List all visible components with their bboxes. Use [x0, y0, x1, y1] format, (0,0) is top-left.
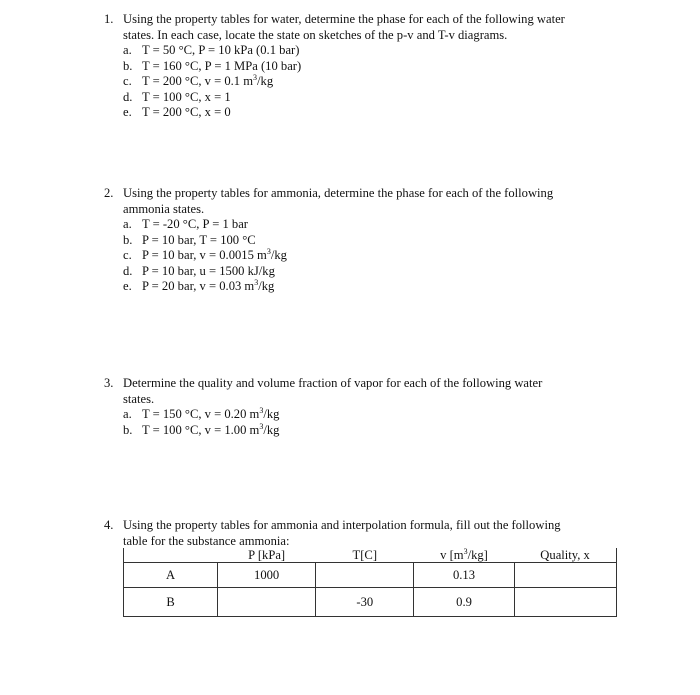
- question-text-line: ammonia states.: [123, 201, 205, 216]
- question-3-header: [104, 376, 624, 407]
- question-4-header: [104, 518, 624, 549]
- question-text-line: states.: [123, 391, 155, 406]
- list-item: [123, 407, 624, 423]
- item-text: T = 100 °C, v = 1.00 m: [142, 422, 260, 437]
- item-text-post: /kg: [257, 74, 274, 88]
- item-sup: 3: [259, 406, 264, 415]
- table-cell-label: B: [124, 588, 218, 617]
- item-text: P = 10 bar, u = 1500 kJ/kg: [142, 263, 275, 278]
- item-label: e.: [123, 279, 132, 293]
- item-label: a.: [123, 217, 132, 231]
- table-header-cell: Quality, x: [514, 548, 616, 563]
- table-header-cell: [414, 548, 514, 563]
- item-label: d.: [123, 89, 133, 104]
- question-2-header: [104, 186, 624, 217]
- question-text-line: states. In each case, locate the state on sketches of the p-v and T-v diagrams.: [123, 27, 508, 42]
- question-number: 4.: [104, 518, 114, 532]
- item-text-post: /kg: [263, 422, 280, 437]
- header-text: v [m: [440, 547, 464, 562]
- item-sup: 3: [266, 247, 271, 256]
- item-label: c.: [123, 74, 132, 88]
- item-label: d.: [123, 263, 133, 278]
- table-row: [124, 588, 617, 617]
- item-text: P = 20 bar, v = 0.03 m: [142, 279, 255, 293]
- property-table: [123, 548, 617, 617]
- header-sup: 3: [463, 546, 468, 556]
- item-text: P = 10 bar, T = 100 °C: [142, 232, 256, 247]
- item-label: a.: [123, 407, 132, 421]
- list-item: [123, 43, 624, 59]
- list-item: [123, 74, 624, 90]
- table-cell-x: [514, 563, 616, 588]
- item-sup: 3: [253, 73, 258, 82]
- table-cell-v: 0.13: [414, 563, 514, 588]
- table-cell-t: -30: [316, 588, 414, 617]
- item-text: P = 10 bar, v = 0.0015 m: [142, 248, 267, 262]
- item-sup: 3: [259, 421, 264, 431]
- question-number: 1.: [104, 12, 114, 26]
- question-text-line: Using the property tables for water, determine the phase for each of the following water: [123, 12, 565, 26]
- question-4: [104, 518, 624, 549]
- list-item: [123, 423, 624, 439]
- table-cell-label: A: [124, 563, 218, 588]
- table-cell-p: 1000: [218, 563, 316, 588]
- question-1-header: [104, 12, 624, 43]
- item-sup: 3: [254, 278, 259, 287]
- table-cell-p: [218, 588, 316, 617]
- question-1: [104, 12, 624, 121]
- question-text-line: Using the property tables for ammonia and interpolation formula, fill out the following: [123, 518, 561, 532]
- item-label: b.: [123, 422, 133, 437]
- list-item: [123, 105, 624, 121]
- item-text: T = 200 °C, v = 0.1 m: [142, 74, 254, 88]
- item-text: T = 200 °C, x = 0: [142, 105, 231, 119]
- list-item: [123, 90, 624, 106]
- question-3: [104, 376, 624, 438]
- item-text: T = 50 °C, P = 10 kPa (0.1 bar): [142, 43, 300, 57]
- list-item: [123, 217, 624, 233]
- question-number: 2.: [104, 186, 114, 200]
- question-number: 3.: [104, 376, 114, 390]
- question-1-items: [123, 43, 624, 121]
- item-text-post: /kg: [270, 248, 287, 262]
- question-2: [104, 186, 624, 295]
- item-label: b.: [123, 58, 133, 73]
- item-text-post: /kg: [258, 279, 275, 293]
- question-text-line: table for the substance ammonia:: [123, 533, 290, 548]
- list-item: [123, 248, 624, 264]
- question-2-items: [123, 217, 624, 295]
- item-label: c.: [123, 248, 132, 262]
- item-text: T = -20 °C, P = 1 bar: [142, 217, 248, 231]
- item-label: e.: [123, 105, 132, 119]
- list-item: [123, 233, 624, 249]
- item-text: T = 160 °C, P = 1 MPa (10 bar): [142, 58, 302, 73]
- header-text-post: /kg]: [467, 547, 488, 562]
- table-cell-t: [316, 563, 414, 588]
- question-text-line: Determine the quality and volume fraction of vapor for each of the following water: [123, 376, 543, 390]
- question-3-items: [123, 407, 624, 438]
- table-header-cell: P [kPa]: [218, 548, 316, 563]
- table-header-row: [124, 548, 617, 563]
- table-cell-x: [514, 588, 616, 617]
- item-text: T = 150 °C, v = 0.20 m: [142, 407, 260, 421]
- item-label: b.: [123, 232, 133, 247]
- list-item: [123, 59, 624, 75]
- item-text: T = 100 °C, x = 1: [142, 89, 231, 104]
- table-row: [124, 563, 617, 588]
- table-cell-v: 0.9: [414, 588, 514, 617]
- table-header-cell: T[C]: [316, 548, 414, 563]
- list-item: [123, 279, 624, 295]
- table-header-cell: [124, 548, 218, 563]
- list-item: [123, 264, 624, 280]
- question-text-line: Using the property tables for ammonia, determine the phase for each of the following: [123, 186, 554, 200]
- item-label: a.: [123, 43, 132, 57]
- item-text-post: /kg: [263, 407, 280, 421]
